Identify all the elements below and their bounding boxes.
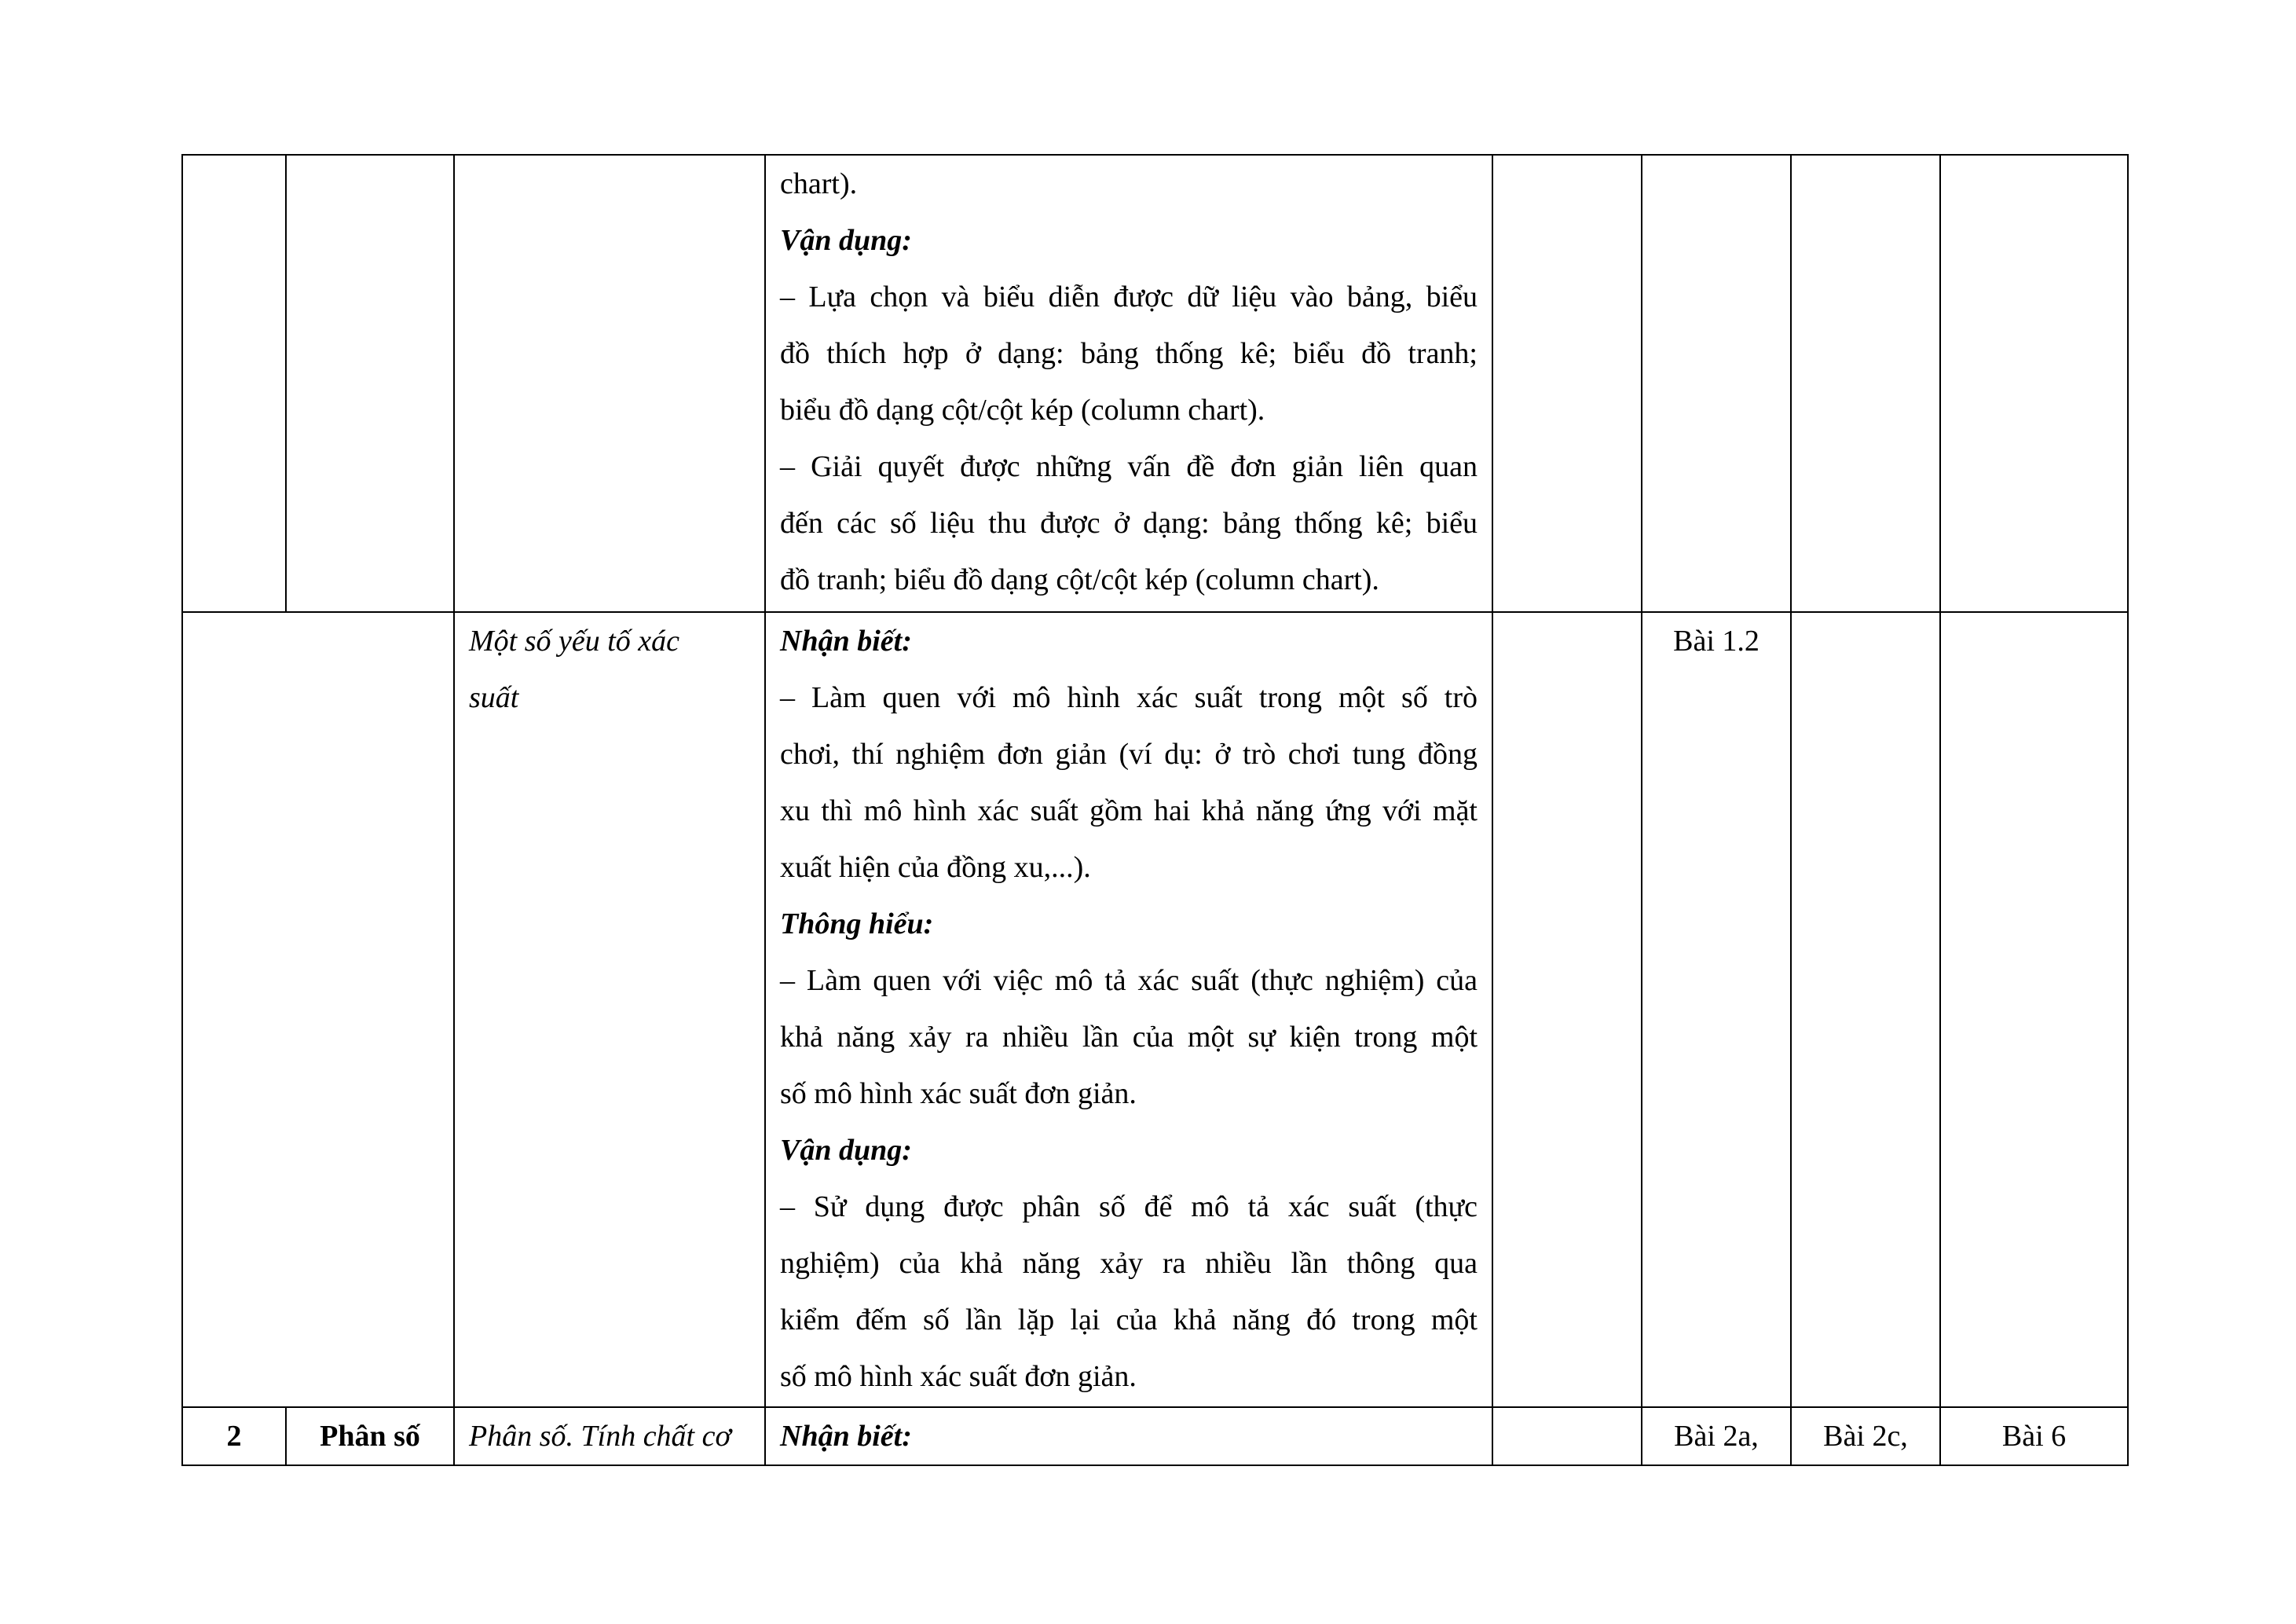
text-line: đồ tranh; biểu đồ dạng cột/cột kép (column chart).	[780, 563, 1379, 596]
van-dung-heading: Vận dụng:	[780, 224, 912, 257]
assessment-matrix-table	[181, 154, 2129, 1466]
text-line: đồ thích hợp ở dạng: bảng thống kê; biểu đồ tranh;	[780, 337, 1478, 370]
content-cell: Phân số. Tính chất cơ	[454, 1407, 765, 1465]
content-cell	[454, 155, 765, 612]
text-line: – Sử dụng được phân số để mô tả xác suất (thực	[780, 1190, 1478, 1223]
content-line: Một số yếu tố xác	[469, 625, 680, 658]
count-cell	[1642, 155, 1791, 612]
requirement-cell	[765, 1407, 1492, 1465]
text-line: nghiệm) của khả năng xảy ra nhiều lần thông qua	[780, 1247, 1478, 1280]
question-ref-cell: Bài 2c,	[1791, 1407, 1940, 1465]
content-cell	[454, 612, 765, 1407]
text-line: xu thì mô hình xác suất gồm hai khả năng ứng với mặt	[780, 794, 1478, 827]
table-row	[182, 612, 2128, 1407]
table-row	[182, 155, 2128, 612]
text-line: khả năng xảy ra nhiều lần của một sự kiện trong một	[780, 1021, 1478, 1054]
nhan-biet-heading: Nhận biết:	[780, 1420, 912, 1453]
text-line: – Làm quen với việc mô tả xác suất (thực nghiệm) của	[780, 964, 1478, 997]
empty-merged-cell	[182, 612, 454, 1407]
chapter-cell: Phân số	[286, 1407, 454, 1465]
count-cell	[1492, 155, 1642, 612]
text-line: – Lựa chọn và biểu diễn được dữ liệu vào bảng, biểu	[780, 280, 1478, 313]
count-cell	[1940, 155, 2128, 612]
thong-hieu-heading: Thông hiểu:	[780, 907, 934, 940]
question-ref-cell: Bài 1.2	[1642, 612, 1791, 1407]
table-row	[182, 1407, 2128, 1465]
question-ref-cell: Bài 6	[1940, 1407, 2128, 1465]
question-ref-cell: Bài 2a,	[1642, 1407, 1791, 1465]
stt-cell: 2	[182, 1407, 286, 1465]
count-cell	[1940, 612, 2128, 1407]
text-line: – Làm quen với mô hình xác suất trong một số trò	[780, 681, 1478, 714]
requirement-cell	[765, 612, 1492, 1407]
text-line: kiểm đếm số lần lặp lại của khả năng đó trong một	[780, 1303, 1478, 1336]
requirement-cell	[765, 155, 1492, 612]
count-cell	[1492, 1407, 1642, 1465]
nhan-biet-heading: Nhận biết:	[780, 625, 912, 658]
text-line: – Giải quyết được những vấn đề đơn giản liên quan	[780, 450, 1478, 483]
count-cell	[1791, 155, 1940, 612]
text-line: đến các số liệu thu được ở dạng: bảng thống kê; biểu	[780, 507, 1478, 540]
continued-line: chart).	[780, 167, 858, 200]
van-dung-heading: Vận dụng:	[780, 1134, 912, 1167]
text-line: số mô hình xác suất đơn giản.	[780, 1360, 1137, 1393]
text-line: chơi, thí nghiệm đơn giản (ví dụ: ở trò chơi tung đồng	[780, 738, 1478, 771]
text-line: số mô hình xác suất đơn giản.	[780, 1077, 1137, 1110]
text-line: xuất hiện của đồng xu,...).	[780, 851, 1091, 884]
content-line: suất	[469, 681, 519, 714]
text-line: biểu đồ dạng cột/cột kép (column chart).	[780, 394, 1265, 427]
stt-cell	[182, 155, 286, 612]
count-cell	[1492, 612, 1642, 1407]
chapter-cell	[286, 155, 454, 612]
count-cell	[1791, 612, 1940, 1407]
